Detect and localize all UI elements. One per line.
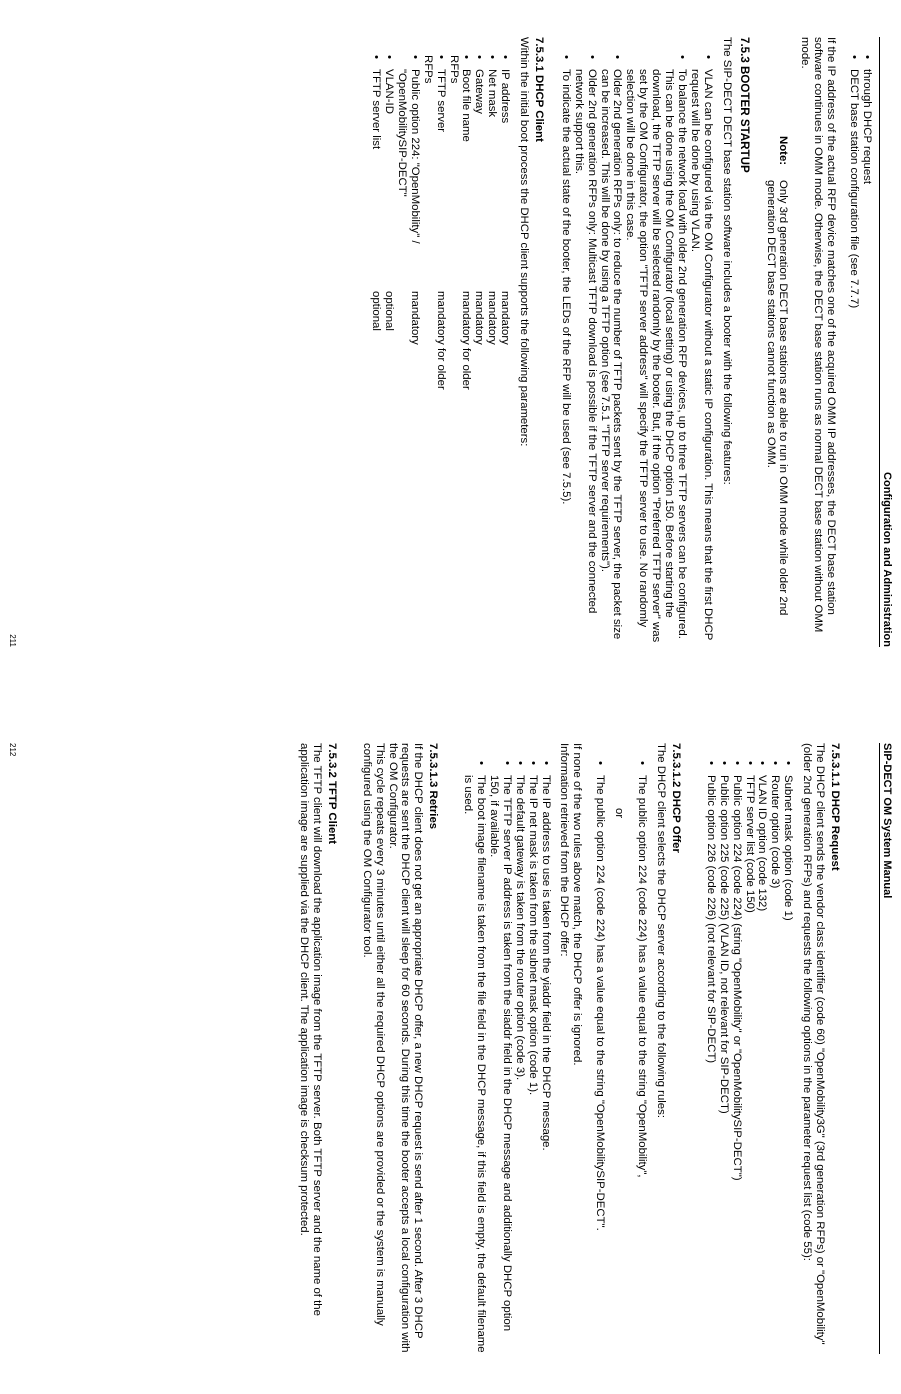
param-requirement: optional xyxy=(370,291,383,331)
list-item: • Public option 226 (code 226) (not relevant for SIP-DECT) xyxy=(704,761,717,1354)
subsection-title: 7.5.3.1.2 DHCP Offer xyxy=(669,743,682,853)
page-header xyxy=(879,37,901,647)
table-row xyxy=(485,37,498,647)
subsection-title: 7.5.3.1 DHCP Client xyxy=(532,37,545,142)
list-item: • Older 2nd generation RFPs only: Multicast TFTP download is possible if the TFTP server and the connected network support this. xyxy=(572,55,598,647)
page-body xyxy=(297,743,873,1354)
param-name: • Boot file name xyxy=(460,55,473,291)
param-name: • TFTP server xyxy=(434,55,447,291)
table-row xyxy=(369,37,382,647)
list-item: • The IP net mask is taken from the subnet mask option (code 1). xyxy=(526,761,539,1354)
list-item: • through DHCP request xyxy=(860,55,873,647)
list-item: • TFTP server list (code 150) xyxy=(743,761,756,1354)
list-item: • The IP address to use is taken from the yiaddr field in the DHCP message. xyxy=(539,761,552,1354)
page-number: 211 xyxy=(8,634,17,647)
top-bullet-list xyxy=(847,55,873,647)
page-number: 212 xyxy=(8,743,17,757)
param-table xyxy=(369,37,511,647)
list-item: • To balance the network load with older 2nd generation RFP devices, up to three TFTP servers can be configured. This can be done using the OM Configurator (local setting) or using the DHCP option 150. Before starting the download, the TFTP server will be selected randomly by the booter. But, if the option "Preferred TFTP server" was set by the OM Configurator, the option "TFTP server address" will specify the TFTP server to use. No randomly selection will be done in this case. xyxy=(624,55,689,647)
list-item: • The public option 224 (code 224) has a value equal to the string "OpenMobility", xyxy=(635,761,648,1354)
param-continuation: RFPs xyxy=(421,55,434,84)
or-text: or xyxy=(613,808,626,819)
note-block xyxy=(764,136,790,647)
note-text: Only 3rd generation DECT base stations are able to run in OMM mode while older 2nd generation DECT base stations cannot function as OMM. xyxy=(764,180,790,616)
list-item: • The default gateway is taken from the router option (code 3). xyxy=(513,761,526,1354)
dhcp-request-intro: The DHCP client sends the vendor class identifier (code 60) "OpenMobility3G" (3rd generation RFPs) or "OpenMobility" (older 2nd generation RFPs) and requests the following options in the parameter request list (code 55): xyxy=(801,743,827,1345)
list-item: • VLAN can be configured via the OM Configurator without a static IP configuration. This means that the first DHCP request will be done by using VLAN. xyxy=(688,55,714,647)
param-name: • VLAN-ID xyxy=(382,55,395,291)
list-item: • VLAN ID option (code 132) xyxy=(756,761,769,1354)
subsection-intro: Within the initial boot process the DHCP client supports the following parameters: xyxy=(518,37,531,447)
section-intro: The SIP-DECT DECT base station software includes a booter with the following features: xyxy=(720,37,733,485)
param-requirement: mandatory for older xyxy=(460,291,473,390)
list-item: • Public option 225 (code 225) (VLAN ID, not relevant for SIP-DECT) xyxy=(717,761,730,1354)
table-row xyxy=(382,37,395,647)
list-item: • To indicate the actual state of the booter, the LEDs of the RFP will be used (see 7.5.5). xyxy=(559,55,572,647)
subsection-title: 7.5.3.1.3 Retries xyxy=(427,743,440,830)
ip-paragraph: If the IP address of the actual RFP device matches one of the acquired OMM IP addresses, the DECT base station software continues in OMM mode. Otherwise, the DECT base station runs as normal DECT base station without OMM mode. xyxy=(799,37,838,633)
retries-text: If the DHCP client does not get an appropriate DHCP offer, a new DHCP request is send after 1 second. After 3 DHCP requests are sent the DHCP client will sleep for 60 seconds. During this time the booter accepts a local configuration with the OM Configurator. xyxy=(386,743,425,1353)
feature-list xyxy=(559,55,714,647)
param-continuation: RFPs xyxy=(447,55,460,84)
list-item: • The TFTP server IP address is taken from the siaddr field in the DHCP message and additionally DHCP option 150, if available. xyxy=(487,761,513,1354)
list-item: • Older 2nd generation RFPs only: to reduce the number of TFTP packets sent by the TFTP server, the packet size can be increased. This will be done by using a TFTP option (see 7.5.1 "TFTP server requirements"). xyxy=(598,55,624,647)
page-body xyxy=(369,37,873,647)
list-item: • DECT base station configuration file (see 7.7.7) xyxy=(847,55,860,647)
note-label: Note: xyxy=(777,136,790,166)
param-requirement: mandatory xyxy=(408,291,421,345)
list-item: • Subnet mask option (code 1) xyxy=(781,761,794,1354)
rule-list xyxy=(635,761,648,1354)
retries-text-2: This cycle repeats every 3 minutes until either all the required DHCP options are provided or the system is manually configured using the OM Configurator tool. xyxy=(360,743,386,1326)
param-name: • TFTP server list xyxy=(369,55,382,291)
header-title: Configuration and Administration xyxy=(881,472,893,647)
list-item: • Router option (code 3) xyxy=(768,761,781,1354)
param-requirement: optional xyxy=(383,291,395,331)
list-item: • Public option 224 (code 224) (string "OpenMobility" or "OpenMobilitySIP-DECT") xyxy=(730,761,743,1354)
list-item: • The public option 224 (code 224) has a value equal to the string "OpenMobilitySIP-DECT". xyxy=(593,761,606,1354)
table-row xyxy=(498,37,511,647)
table-row xyxy=(434,37,447,647)
tftp-client-text: The TFTP client will download the application image from the TFTP server. Both TFTP server and the name of the application image are supplied via the DHCP client. The application image is checksum protected. xyxy=(298,743,323,1316)
param-requirement: mandatory xyxy=(486,291,499,345)
param-requirement: mandatory xyxy=(499,291,512,345)
table-row xyxy=(460,37,473,647)
ignored-text: If none of the two rules above match, the DHCP offer is ignored. xyxy=(571,743,584,1066)
page-212 xyxy=(0,697,901,1394)
dhcp-offer-intro: The DHCP client selects the DHCP server according to the following rules: xyxy=(655,743,668,1119)
param-name: • Gateway xyxy=(472,55,485,291)
param-name: • Net mask xyxy=(485,55,498,291)
rule-list xyxy=(593,761,606,1354)
list-item: • The boot image filename is taken from the file field in the DHCP message, if this field is empty, the default filename is used. xyxy=(461,761,487,1354)
retrieved-text: Information retrieved from the DHCP offer: xyxy=(558,743,571,957)
page-header xyxy=(879,743,901,1354)
subsection-title: 7.5.3.2 TFTP Client xyxy=(325,743,338,845)
param-requirement: mandatory for older xyxy=(434,291,447,390)
option-list xyxy=(704,761,794,1354)
header-title: SIP-DECT OM System Manual xyxy=(881,743,893,899)
table-row xyxy=(395,37,421,647)
param-name: • Public option 224: "OpenMobility" / "OpenMobilitySIP-DECT" xyxy=(395,55,421,291)
section-title: 7.5.3 BOOTER STARTUP xyxy=(737,37,751,173)
subsection-title: 7.5.3.1.1 DHCP Request xyxy=(829,743,841,871)
param-requirement: mandatory xyxy=(473,291,486,345)
param-name: • IP address xyxy=(498,55,511,291)
table-row xyxy=(472,37,485,647)
info-list xyxy=(461,761,551,1354)
